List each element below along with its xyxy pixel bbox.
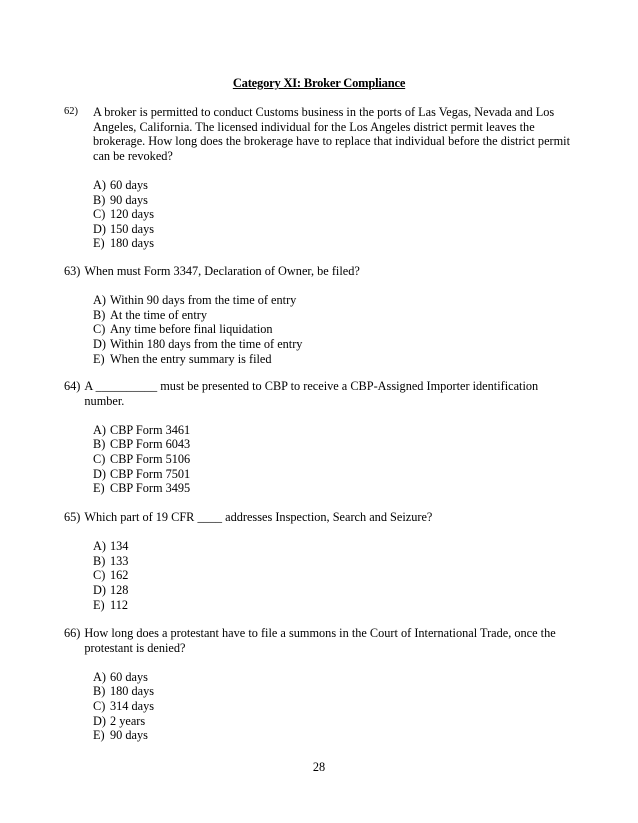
question-62 [64, 105, 579, 251]
option-letter: B) [93, 192, 106, 207]
option-letter: E) [93, 351, 105, 366]
option-letter: A) [93, 669, 106, 684]
answer-option [93, 423, 579, 438]
answer-options [93, 670, 579, 743]
answer-option [93, 308, 579, 323]
option-letter: C) [93, 698, 106, 713]
answer-option [93, 437, 579, 452]
answer-options [93, 539, 579, 612]
option-letter: C) [93, 451, 106, 466]
answer-options [93, 293, 579, 366]
option-text: 90 days [110, 192, 148, 207]
question-number: 66) [64, 626, 81, 640]
answer-option [93, 684, 579, 699]
answer-option [93, 728, 579, 743]
answer-options [93, 423, 579, 496]
option-text: 162 [110, 568, 129, 583]
answer-option [93, 598, 579, 613]
answer-option [93, 670, 579, 685]
option-text: Within 90 days from the time of entry [110, 293, 297, 308]
option-text: 133 [110, 553, 129, 568]
answer-option [93, 539, 579, 554]
answer-option [93, 467, 579, 482]
question-number: 64) [64, 379, 81, 393]
question-number: 63) [64, 264, 81, 278]
option-letter: B) [93, 307, 106, 322]
answer-option [93, 322, 579, 337]
option-text: CBP Form 3461 [110, 422, 191, 437]
answer-option [93, 178, 579, 193]
option-letter: D) [93, 336, 106, 351]
option-text: CBP Form 5106 [110, 451, 191, 466]
answer-option [93, 699, 579, 714]
question-text: When must Form 3347, Declaration of Owner, be filed? [84, 264, 360, 278]
question-66 [64, 626, 579, 743]
question-text: A __________ must be presented to CBP to receive a CBP-Assigned Importer identification number. [84, 379, 539, 408]
question-text: Which part of 19 CFR ____ addresses Inspection, Search and Seizure? [84, 510, 433, 524]
option-text: CBP Form 3495 [110, 481, 191, 496]
question-number: 65) [64, 510, 81, 524]
option-text: 120 days [110, 207, 155, 222]
question-text: How long does a protestant have to file a summons in the Court of International Trade, once the protestant is denied? [84, 626, 556, 655]
option-text: 60 days [110, 177, 148, 192]
option-letter: E) [93, 597, 105, 612]
option-text: 314 days [110, 698, 155, 713]
option-letter: C) [93, 207, 106, 222]
option-letter: E) [93, 728, 105, 743]
option-letter: D) [93, 221, 106, 236]
option-letter: E) [93, 236, 105, 251]
option-letter: C) [93, 322, 106, 337]
option-letter: D) [93, 582, 106, 597]
option-text: CBP Form 7501 [110, 466, 191, 481]
option-text: 128 [110, 582, 129, 597]
option-letter: B) [93, 684, 106, 699]
option-letter: D) [93, 466, 106, 481]
option-letter: A) [93, 422, 106, 437]
option-letter: A) [93, 293, 106, 308]
option-text: 150 days [110, 221, 155, 236]
question-65 [64, 510, 579, 612]
answer-option [93, 554, 579, 569]
answer-option [93, 568, 579, 583]
answer-option [93, 193, 579, 208]
option-letter: A) [93, 177, 106, 192]
section-heading: Category XI: Broker Compliance [232, 76, 406, 90]
answer-option [93, 222, 579, 237]
option-letter: B) [93, 437, 106, 452]
option-text: 134 [110, 539, 129, 554]
option-text: CBP Form 6043 [110, 437, 191, 452]
answer-option [93, 337, 579, 352]
option-letter: A) [93, 539, 106, 554]
option-letter: C) [93, 568, 106, 583]
answer-option [93, 236, 579, 251]
option-text: 2 years [110, 713, 146, 728]
answer-option [93, 207, 579, 222]
answer-option [93, 481, 579, 496]
answer-option [93, 352, 579, 367]
answer-option [93, 583, 579, 598]
option-text: 112 [110, 597, 128, 612]
option-letter: D) [93, 713, 106, 728]
question-63 [64, 264, 579, 366]
answer-option [93, 293, 579, 308]
option-letter: B) [93, 553, 106, 568]
option-text: 180 days [110, 236, 155, 251]
question-text: A broker is permitted to conduct Customs business in the ports of Las Vegas, Nevada and Los Angeles, California. The licensed individual for the Los Angeles district permit leaves the brokerage. How long does the brokerage have to replace that individual before the district permit can be revoked? [93, 105, 571, 163]
option-letter: E) [93, 481, 105, 496]
option-text: At the time of entry [110, 307, 207, 322]
option-text: When the entry summary is filed [110, 351, 272, 366]
answer-option [93, 714, 579, 729]
option-text: 60 days [110, 669, 148, 684]
option-text: 180 days [110, 684, 155, 699]
option-text: 90 days [110, 728, 148, 743]
answer-option [93, 452, 579, 467]
page-number: 28 [312, 760, 326, 774]
question-64 [64, 379, 579, 496]
option-text: Any time before final liquidation [110, 322, 273, 337]
question-number: 62) [64, 106, 78, 117]
answer-options [93, 178, 579, 251]
option-text: Within 180 days from the time of entry [110, 336, 303, 351]
